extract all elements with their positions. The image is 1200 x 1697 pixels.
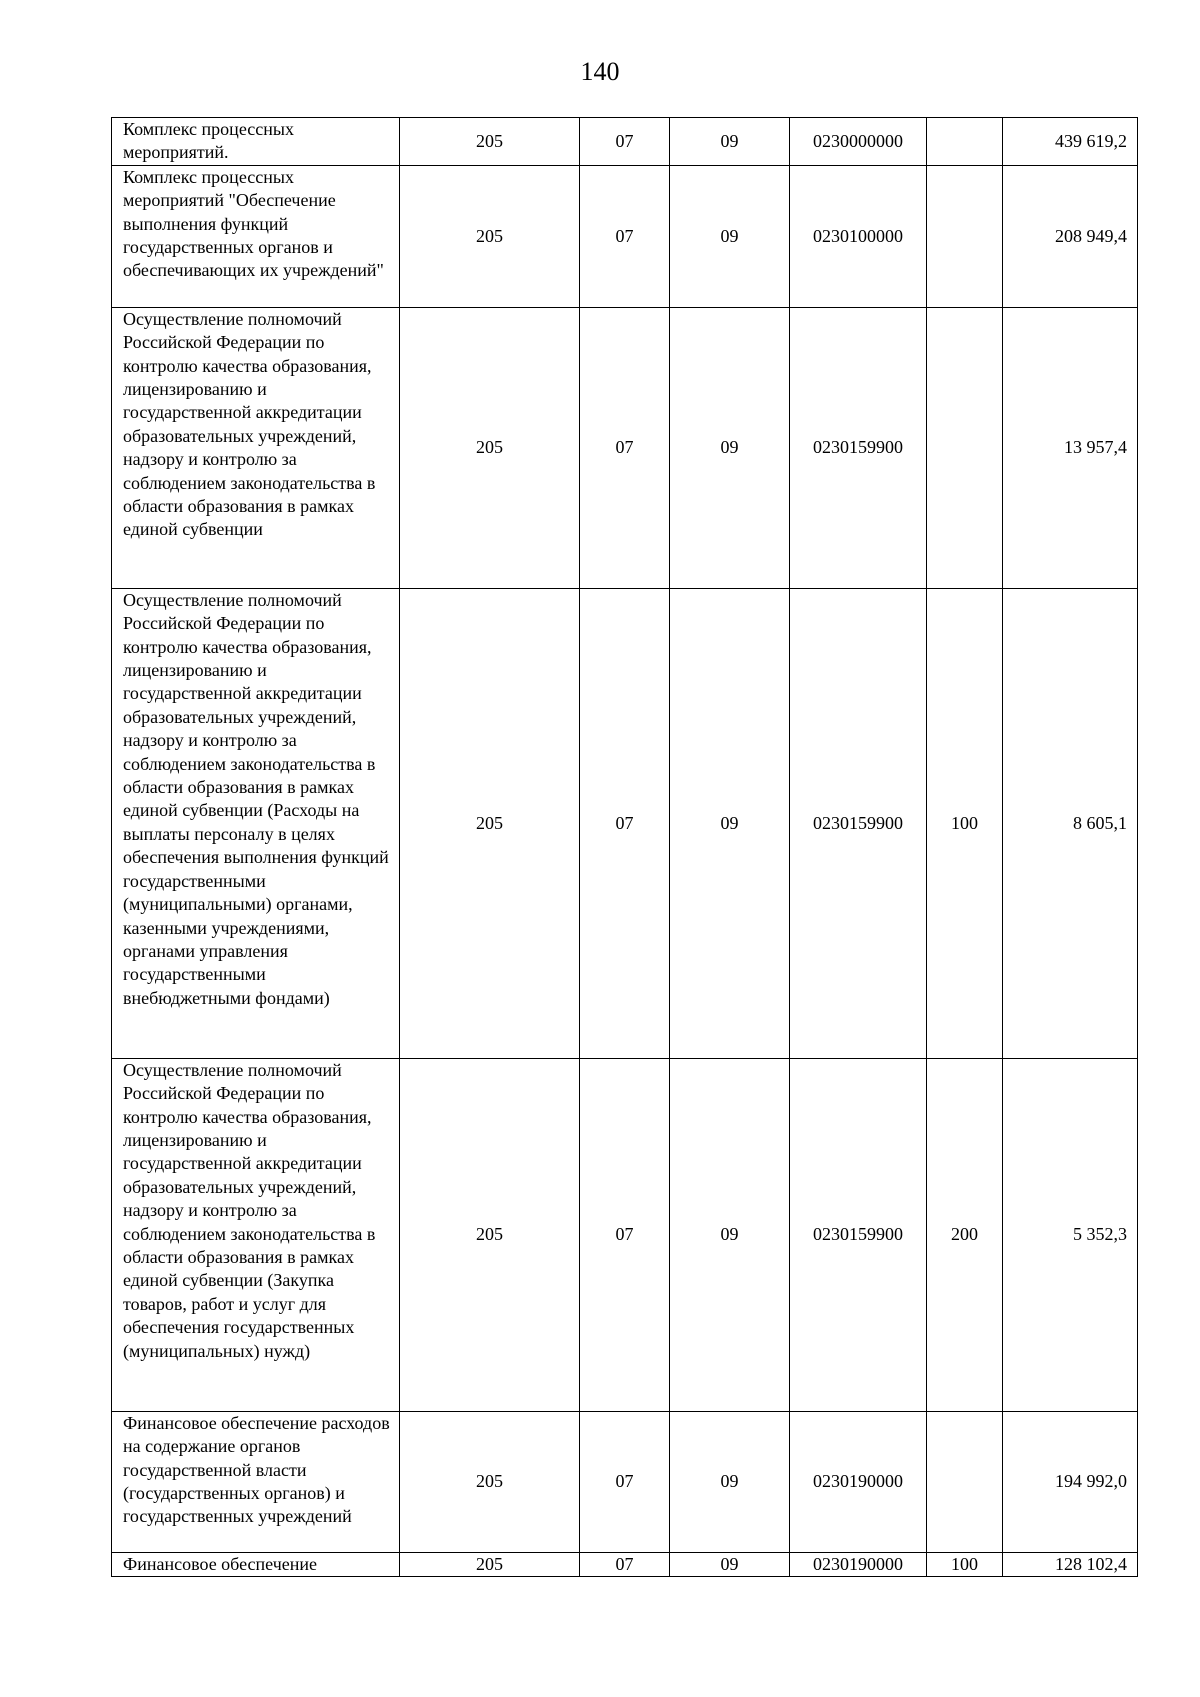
row-amount: 8 605,1 xyxy=(1003,588,1138,1058)
row-name: Комплекс процессных мероприятий "Обеспечение выполнения функций государственных органов и обеспечивающих их учреждений" xyxy=(112,165,400,307)
row-name: Осуществление полномочий Российской Федерации по контролю качества образования, лицензированию и государственной аккредитации образовательных учреждений, надзору и контролю за соблюдением законодательства в области образования в рамках единой субвенции (Расходы на выплаты персоналу в целях обеспечения выполнения функций государственными (муниципальными) органами, казенными учреждениями, органами управления государственными внебюджетными фондами) xyxy=(112,588,400,1058)
row-subsection: 09 xyxy=(670,118,790,166)
table-row xyxy=(112,1411,1138,1552)
row-expense-type xyxy=(927,1411,1003,1552)
row-name: Комплекс процессных мероприятий. xyxy=(112,118,400,166)
row-code: 205 xyxy=(400,1411,580,1552)
row-code: 205 xyxy=(400,1552,580,1576)
row-amount: 194 992,0 xyxy=(1003,1411,1138,1552)
table-row xyxy=(112,1058,1138,1411)
table-row xyxy=(112,1552,1138,1576)
row-name: Осуществление полномочий Российской Федерации по контролю качества образования, лицензированию и государственной аккредитации образовательных учреждений, надзору и контролю за соблюдением законодательства в области образования в рамках единой субвенции (Закупка товаров, работ и услуг для обеспечения государственных (муниципальных) нужд) xyxy=(112,1058,400,1411)
row-amount: 13 957,4 xyxy=(1003,307,1138,588)
row-name: Финансовое обеспечение xyxy=(112,1552,400,1576)
row-target: 0230100000 xyxy=(790,165,927,307)
table-row xyxy=(112,118,1138,166)
row-expense-type xyxy=(927,118,1003,166)
row-section: 07 xyxy=(580,118,670,166)
row-section: 07 xyxy=(580,1552,670,1576)
row-section: 07 xyxy=(580,1411,670,1552)
row-subsection: 09 xyxy=(670,165,790,307)
row-target: 0230159900 xyxy=(790,1058,927,1411)
row-section: 07 xyxy=(580,165,670,307)
row-expense-type xyxy=(927,165,1003,307)
row-section: 07 xyxy=(580,307,670,588)
row-amount: 5 352,3 xyxy=(1003,1058,1138,1411)
row-amount: 208 949,4 xyxy=(1003,165,1138,307)
row-amount: 128 102,4 xyxy=(1003,1552,1138,1576)
budget-table xyxy=(111,117,1138,1577)
row-expense-type: 100 xyxy=(927,588,1003,1058)
page-number: 140 xyxy=(580,57,620,86)
row-subsection: 09 xyxy=(670,307,790,588)
row-section: 07 xyxy=(580,1058,670,1411)
row-target: 0230000000 xyxy=(790,118,927,166)
row-target: 0230159900 xyxy=(790,588,927,1058)
row-name: Осуществление полномочий Российской Федерации по контролю качества образования, лицензированию и государственной аккредитации образовательных учреждений, надзору и контролю за соблюдением законодательства в области образования в рамках единой субвенции xyxy=(112,307,400,588)
row-expense-type: 200 xyxy=(927,1058,1003,1411)
table-row xyxy=(112,165,1138,307)
row-code: 205 xyxy=(400,165,580,307)
row-target: 0230190000 xyxy=(790,1552,927,1576)
row-subsection: 09 xyxy=(670,1058,790,1411)
table-row xyxy=(112,307,1138,588)
row-section: 07 xyxy=(580,588,670,1058)
row-amount: 439 619,2 xyxy=(1003,118,1138,166)
row-code: 205 xyxy=(400,118,580,166)
row-name: Финансовое обеспечение расходов на содержание органов государственной власти (государственных органов) и государственных учреждений xyxy=(112,1411,400,1552)
row-code: 205 xyxy=(400,588,580,1058)
row-subsection: 09 xyxy=(670,1552,790,1576)
row-expense-type: 100 xyxy=(927,1552,1003,1576)
row-subsection: 09 xyxy=(670,588,790,1058)
table-row xyxy=(112,588,1138,1058)
row-subsection: 09 xyxy=(670,1411,790,1552)
row-expense-type xyxy=(927,307,1003,588)
row-code: 205 xyxy=(400,1058,580,1411)
row-target: 0230190000 xyxy=(790,1411,927,1552)
row-code: 205 xyxy=(400,307,580,588)
row-target: 0230159900 xyxy=(790,307,927,588)
